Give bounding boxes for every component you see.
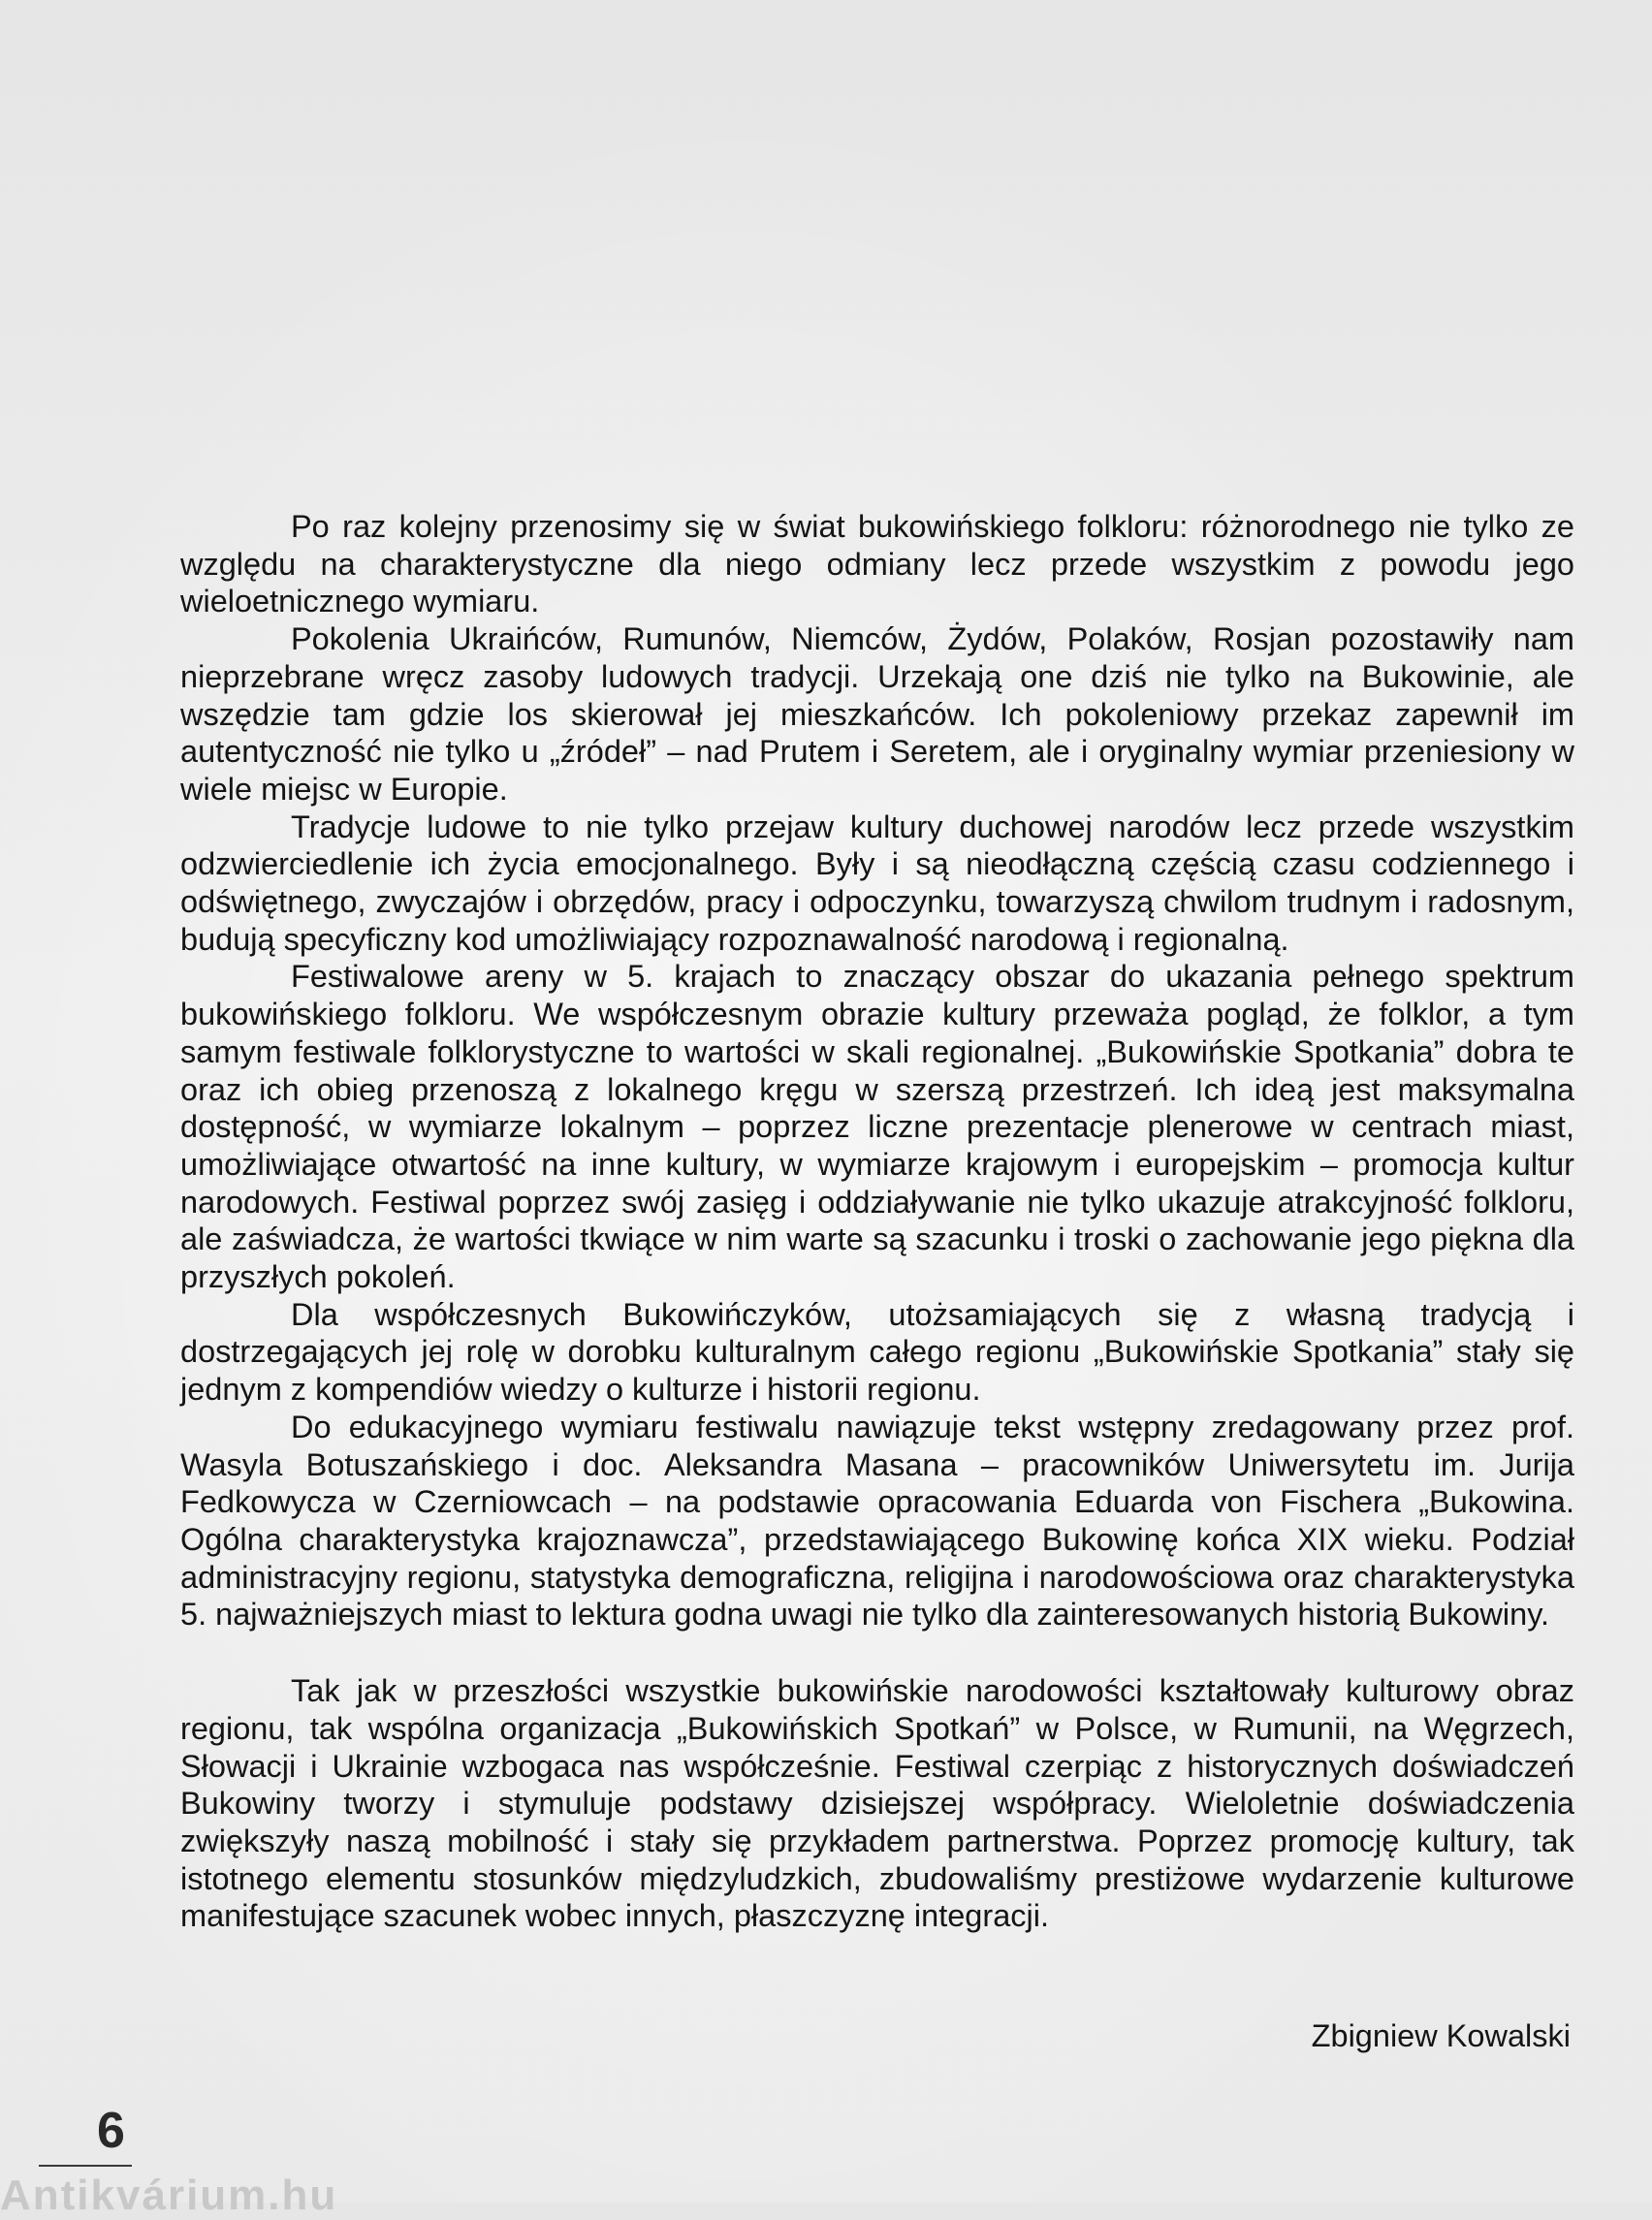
paragraph-7: Tak jak w przeszłości wszystkie bukowińskie narodowości kształtowały kulturowy obraz regionu, tak wspólna organizacja „Bukowińskich Spotkań” w Polsce, w Rumunii, na Węgrzech, Słowacji i Ukrainie wzbogaca nas współcześnie. Festiwal czerpiąc z historycznych doświadczeń Bukowiny tworzy i stymuluje podstawy dzisiejszej współpracy. Wieloletnie doświadczenia zwiększyły naszą mobilność i stały się przykładem partnerstwa. Poprzez promocję kultury, tak istotnego elementu stosunków międzyludzkich, zbudowaliśmy prestiżowe wydarzenie kulturowe manifestujące szacunek wobec innych, płaszczyznę integracji. [180, 1673, 1574, 1934]
paragraph-4: Festiwalowe areny w 5. krajach to znaczący obszar do ukazania pełnego spektrum bukowińskiego folkloru. We współczesnym obrazie kultury przeważa pogląd, że folklor, a tym samym festiwale folklorystyczne to wartości w skali regionalnej. „Bukowińskie Spotkania” dobra te oraz ich obieg przenoszą z lokalnego kręgu w szerszą przestrzeń. Ich ideą jest maksymalna dostępność, w wymiarze lokalnym – poprzez liczne prezentacje plenerowe w centrach miast, umożliwiające otwartość na inne kultury, w wymiarze krajowym i europejskim – promocja kultur narodowych. Festiwal poprzez swój zasięg i oddziaływanie nie tylko ukazuje atrakcyjność folkloru, ale zaświadcza, że wartości tkwiące w nim warte są szacunku i troski o zachowanie jego piękna dla przyszłych pokoleń. [180, 959, 1574, 1295]
watermark: Antikvárium.hu [0, 2172, 338, 2219]
paragraph-gap [180, 1633, 1574, 1672]
page-number: 6 [97, 2103, 125, 2159]
paragraph-1: Po raz kolejny przenosimy się w świat bukowińskiego folkloru: różnorodnego nie tylko ze względu na charakterystyczne dla niego odmiany lecz przede wszystkim z powodu jego wieloetnicznego wymiaru. [180, 509, 1574, 619]
paragraph-2: Pokolenia Ukraińców, Rumunów, Niemców, Żydów, Polaków, Rosjan pozostawiły nam nieprzebrane wręcz zasoby ludowych tradycji. Urzekają one dziś nie tylko na Bukowinie, ale wszędzie tam gdzie los skierował jej mieszkańców. Ich pokoleniowy przekaz zapewnił im autentyczność nie tylko u „źródeł” – nad Prutem i Seretem, ale i oryginalny wymiar przeniesiony w wiele miejsc w Europie. [180, 621, 1574, 807]
article-body [180, 508, 1574, 1935]
paragraph-6: Do edukacyjnego wymiaru festiwalu nawiązuje tekst wstępny zredagowany przez prof. Wasyla Botuszańskiego i doc. Aleksandra Masana – pracowników Uniwersytetu im. Jurija Fedkowycza w Czerniowcach – na podstawie opracowania Eduarda von Fischera „Bukowina. Ogólna charakterystyka krajoznawcza”, przedstawiającego Bukowinę końca XIX wieku. Podział administracyjny regionu, statystyka demograficzna, religijna i narodowościowa oraz charakterystyka 5. najważniejszych miast to lektura godna uwagi nie tylko dla zainteresowanych historią Bukowiny. [180, 1409, 1574, 1633]
paragraph-5: Dla współczesnych Bukowińczyków, utożsamiających się z własną tradycją i dostrzegających jej rolę w dorobku kulturalnym całego regionu „Bukowińskie Spotkania” stały się jednym z kompendiów wiedzy o kulturze i historii regionu. [180, 1296, 1574, 1408]
paragraph-3: Tradycje ludowe to nie tylko przejaw kultury duchowej narodów lecz przede wszystkim odzwierciedlenie ich życia emocjonalnego. Były i są nieodłączną częścią czasu codziennego i odświętnego, zwyczajów i obrzędów, pracy i odpoczynku, towarzyszą chwilom trudnym i radosnym, budują specyficzny kod umożliwiający rozpoznawalność narodową i regionalną. [180, 809, 1574, 957]
author-signature: Zbigniew Kowalski [1311, 2018, 1571, 2053]
page-number-rule [39, 2165, 132, 2167]
